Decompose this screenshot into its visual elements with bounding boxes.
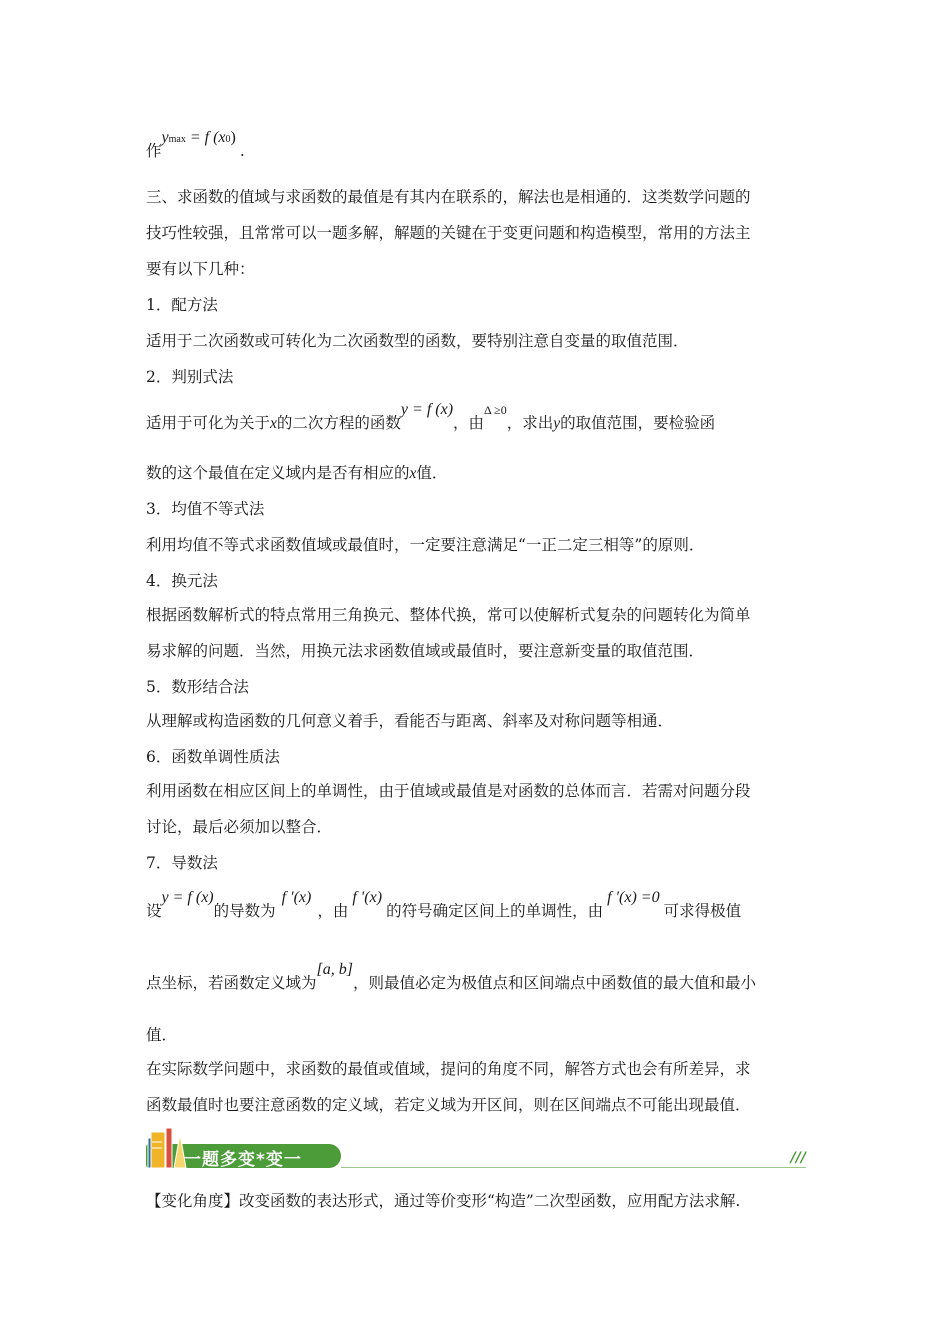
variation-text: 【变化角度】改变函数的表达形式，通过等价变形“构造”二次型函数，应用配方法求解. — [146, 1192, 741, 1210]
intro-prefix: 作 — [146, 142, 162, 160]
method-5-desc: 从理解或构造函数的几何意义着手，看能否与距离、斜率及对称问题等相通． — [146, 712, 674, 730]
f-prime-formula-2: f ′(x) — [352, 889, 383, 906]
method-1-title: 1．配方法 — [146, 296, 218, 314]
interval-formula: [a, b] — [316, 961, 353, 978]
method-3-desc: 利用均值不等式求函数值域或最值时，一定要注意满足“一正二定三相等”的原则． — [146, 536, 705, 554]
method-7-title: 7．导数法 — [146, 854, 218, 872]
y-equals-fx-formula-2: y = f (x) — [161, 889, 214, 906]
intro-line — [146, 129, 806, 165]
f-prime-formula: f ′(x) — [281, 889, 312, 906]
ymax-formula: ymax = f (x0) — [161, 129, 236, 146]
f-prime-equals-zero-formula: f ′(x) =0 — [607, 889, 660, 906]
y-equals-fx-formula: y = f (x) — [400, 401, 454, 418]
closing-line2: 函数最值时也要注意函数的定义域，若定义域为开区间，则在区间端点不可能出现最值． — [146, 1096, 751, 1114]
delta-formula: Δ ≥0 — [484, 403, 507, 417]
method-2-desc-line2: 数的这个最值在定义域内是否有相应的x值． — [146, 464, 448, 482]
method-3-title: 3．均值不等式法 — [146, 500, 265, 518]
method-6-desc-line2: 讨论，最后必须加以整合． — [146, 818, 333, 836]
banner-title: 一题多变*变一 — [184, 1150, 302, 1170]
banner-slash-mark: /// — [790, 1150, 806, 1166]
method-6-desc-line1: 利用函数在相应区间上的单调性，由于值域或最值是对函数的总体而言．若需对问题分段 — [146, 782, 751, 800]
method-7-desc-line3: 值． — [146, 1026, 178, 1044]
method-4-desc-line2: 易求解的问题．当然，用换元法求函数值域或最值时，要注意新变量的取值范围． — [146, 642, 705, 660]
method-1-desc: 适用于二次函数或可转化为二次函数型的函数，要特别注意自变量的取值范围． — [146, 332, 689, 350]
method-6-title: 6．函数单调性质法 — [146, 748, 280, 766]
intro-suffix: . — [239, 142, 245, 160]
section-banner — [146, 1124, 806, 1170]
section3-line2: 技巧性较强，且常常可以一题多解，解题的关键在于变更问题和构造模型，常用的方法主 — [146, 224, 751, 242]
banner-underline — [341, 1167, 806, 1168]
section3-line1: 三、求函数的值域与求函数的最值是有其内在联系的，解法也是相通的．这类数学问题的 — [146, 188, 751, 206]
book-ruler-icon — [146, 1124, 188, 1170]
closing-line1: 在实际数学问题中，求函数的最值或值域，提问的角度不同，解答方式也会有所差异，求 — [146, 1060, 751, 1078]
method-2-desc-line1: 适用于可化为关于x的二次方程的函数y = f (x)，由$^{\Delta \ge 0}$，求出y的取值范围，要检验函 — [146, 401, 716, 432]
method-7-desc-line2: 点坐标，若函数定义域为[a, b]，则最值必定为极值点和区间端点中函数值的最大值和最小 — [146, 961, 756, 992]
method-5-title: 5．数形结合法 — [146, 678, 249, 696]
section3-line3: 要有以下几种： — [146, 260, 255, 278]
method-4-title: 4．换元法 — [146, 572, 218, 590]
method-4-desc-line1: 根据函数解析式的特点常用三角换元、整体代换，常可以使解析式复杂的问题转化为简单 — [146, 606, 751, 624]
method-7-desc-line1: 设y = f (x)的导数为f ′(x)，由f ′(x)的符号确定区间上的单调性，由f ′(x) =0可求得极值 — [146, 889, 742, 920]
method-2-title: 2．判别式法 — [146, 368, 234, 386]
